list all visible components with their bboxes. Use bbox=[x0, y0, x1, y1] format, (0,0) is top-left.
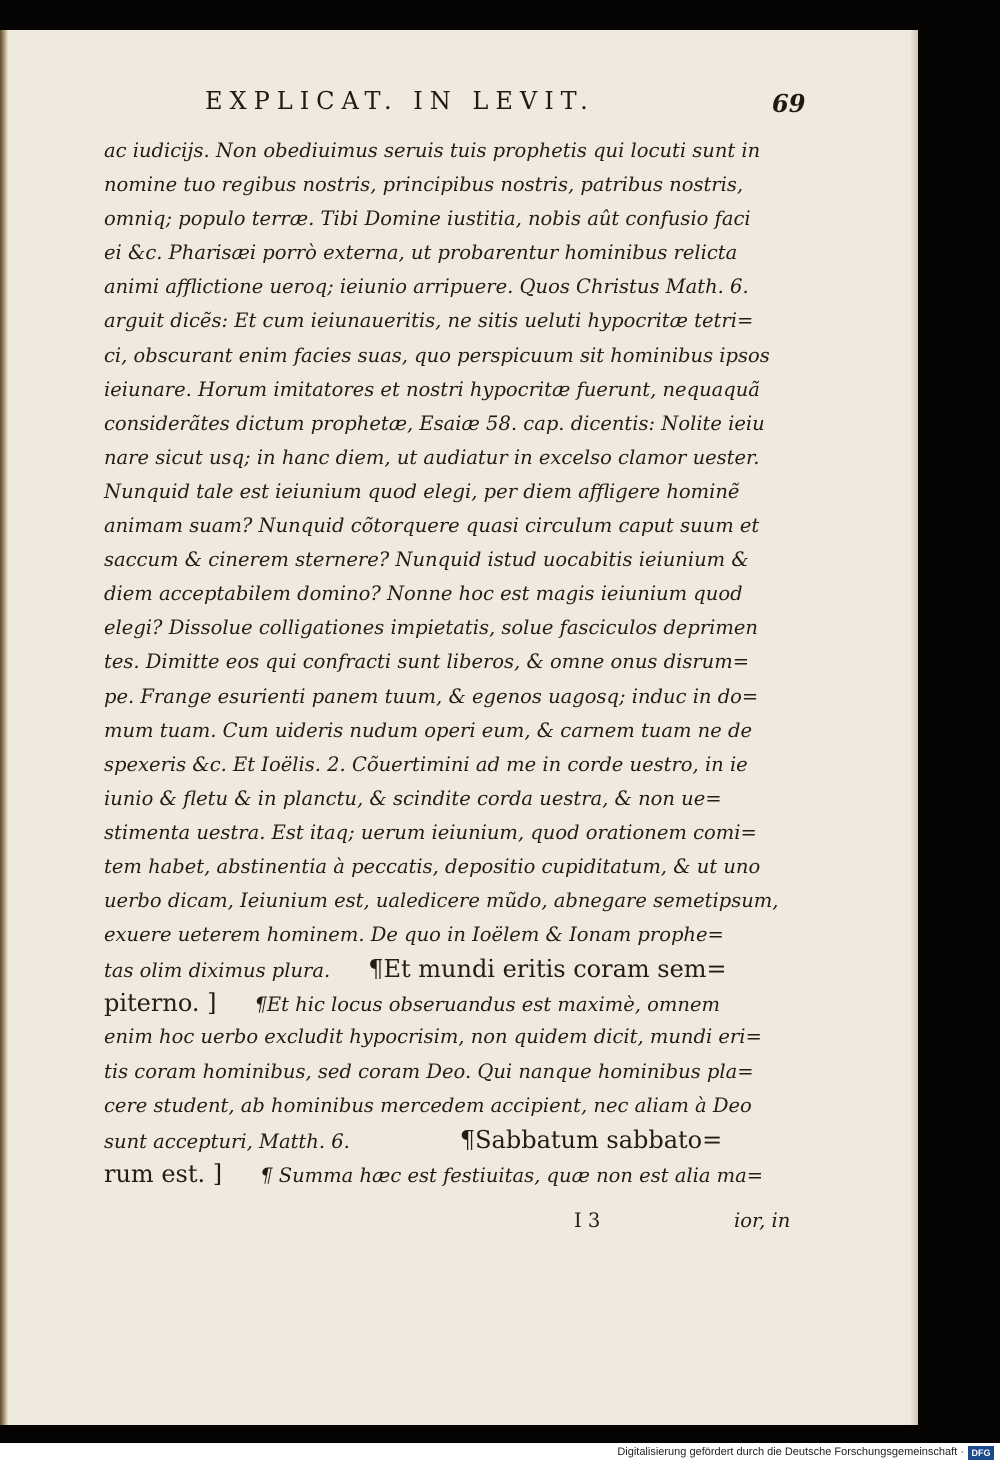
folio-number: 69 bbox=[772, 89, 806, 118]
text-line: stimenta uestra. Est itaq; uerum ieiunium, quod orationem comi= bbox=[104, 820, 757, 844]
text-line: nomine tuo regibus nostris, principibus nostris, patribus nostris, bbox=[104, 173, 744, 197]
page-spine-shadow bbox=[0, 30, 8, 1425]
page-footer bbox=[104, 1209, 804, 1243]
text-line: enim hoc uerbo excludit hypocrisim, non quidem dicit, mundi eri= bbox=[104, 1025, 762, 1049]
text-line: cere student, ab hominibus mercedem accipient, nec aliam à Deo bbox=[104, 1093, 752, 1117]
text-line: diem acceptabilem domino? Nonne hoc est magis ieiunium quod bbox=[104, 582, 743, 606]
running-title: EXPLICAT. IN LEVIT. bbox=[205, 87, 595, 115]
page-edge bbox=[910, 30, 918, 1425]
text-line: arguit dicẽs: Et cum ieiunaueritis, ne sitis ueluti hypocritæ tetri= bbox=[104, 309, 754, 333]
text-line: ci, obscurant enim facies suas, quo perspicuum sit hominibus ipsos bbox=[104, 343, 770, 367]
signature-mark: I 3 bbox=[574, 1209, 601, 1232]
text-line: animam suam? Nunquid cõtorquere quasi circulum caput suum et bbox=[104, 514, 760, 538]
commentary-text: ¶Et hic locus obseruandus est maximè, omnem bbox=[254, 993, 720, 1017]
text-line: tes. Dimitte eos qui confracti sunt liberos, & omne onus disrum= bbox=[104, 650, 750, 674]
text-line: ac iudicijs. Non obediuimus seruis tuis prophetis qui locuti sunt in bbox=[104, 139, 761, 162]
lemma-text: ¶Et mundi eritis coram sem= bbox=[368, 955, 727, 984]
lemma-line bbox=[104, 986, 804, 1020]
text-line: spexeris &c. Et Ioëlis. 2. Cõuertimini ad me in corde uestro, in ie bbox=[104, 752, 748, 776]
digitization-credit: Digitalisierung gefördert durch die Deutsche Forschungsgemeinschaft · bbox=[617, 1446, 964, 1458]
text-line: ieiunare. Horum imitatores et nostri hypocritæ fuerunt, nequaquã bbox=[104, 377, 760, 401]
text-segment: sunt accepturi, Matth. 6. bbox=[104, 1129, 350, 1153]
catchword: ior, in bbox=[734, 1209, 791, 1232]
text-line: considerãtes dictum prophetæ, Esaiæ 58. cap. dicentis: Nolite ieiu bbox=[104, 411, 765, 435]
text-block bbox=[104, 134, 804, 1191]
text-line: animi afflictione ueroq; ieiunio arripuere. Quos Christus Math. 6. bbox=[104, 275, 749, 299]
text-segment: tas olim diximus plura. bbox=[104, 959, 331, 983]
text-line: exuere ueterem hominem. De quo in Ioëlem & Ionam prophe= bbox=[104, 923, 724, 947]
commentary-text: ¶ Summa hæc est festiuitas, quæ non est alia ma= bbox=[260, 1163, 764, 1187]
dfg-logo: DFG bbox=[968, 1446, 994, 1460]
text-line: Nunquid tale est ieiunium quod elegi, per diem affligere hominẽ bbox=[104, 479, 740, 503]
text-line: tis coram hominibus, sed coram Deo. Qui nanque hominibus pla= bbox=[104, 1059, 754, 1083]
text-line: ei &c. Pharisæi porrò externa, ut probarentur hominibus relicta bbox=[104, 241, 738, 265]
lemma-line bbox=[104, 1157, 804, 1191]
text-line: omniq; populo terræ. Tibi Domine iustitia, nobis aût confusio faci bbox=[104, 207, 751, 231]
text-line: nare sicut usq; in hanc diem, ut audiatur in excelso clamor uester. bbox=[104, 445, 760, 469]
text-line: elegi? Dissolue colligationes impietatis, solue fasciculos deprimen bbox=[104, 616, 758, 640]
text-line: pe. Frange esurienti panem tuum, & egenos uagosq; induc in do= bbox=[104, 684, 759, 708]
text-line: uerbo dicam, Ieiunium est, ualedicere mũdo, abnegare semetipsum, bbox=[104, 889, 779, 913]
lemma-text: piterno. ] bbox=[104, 989, 217, 1018]
lemma-text: ¶Sabbatum sabbato= bbox=[459, 1125, 723, 1154]
digitization-bar bbox=[0, 1443, 1000, 1463]
lemma-text: rum est. ] bbox=[104, 1159, 223, 1188]
text-line: tem habet, abstinentia à peccatis, depositio cupiditatum, & ut uno bbox=[104, 854, 761, 878]
text-line: saccum & cinerem sternere? Nunquid istud uocabitis ieiunium & bbox=[104, 548, 749, 572]
text-line: mum tuam. Cum uideris nudum operi eum, & carnem tuam ne de bbox=[104, 718, 752, 742]
text-line bbox=[104, 952, 804, 986]
text-line bbox=[104, 1123, 804, 1157]
text-line: iunio & fletu & in planctu, & scindite corda uestra, & non ue= bbox=[104, 786, 722, 810]
